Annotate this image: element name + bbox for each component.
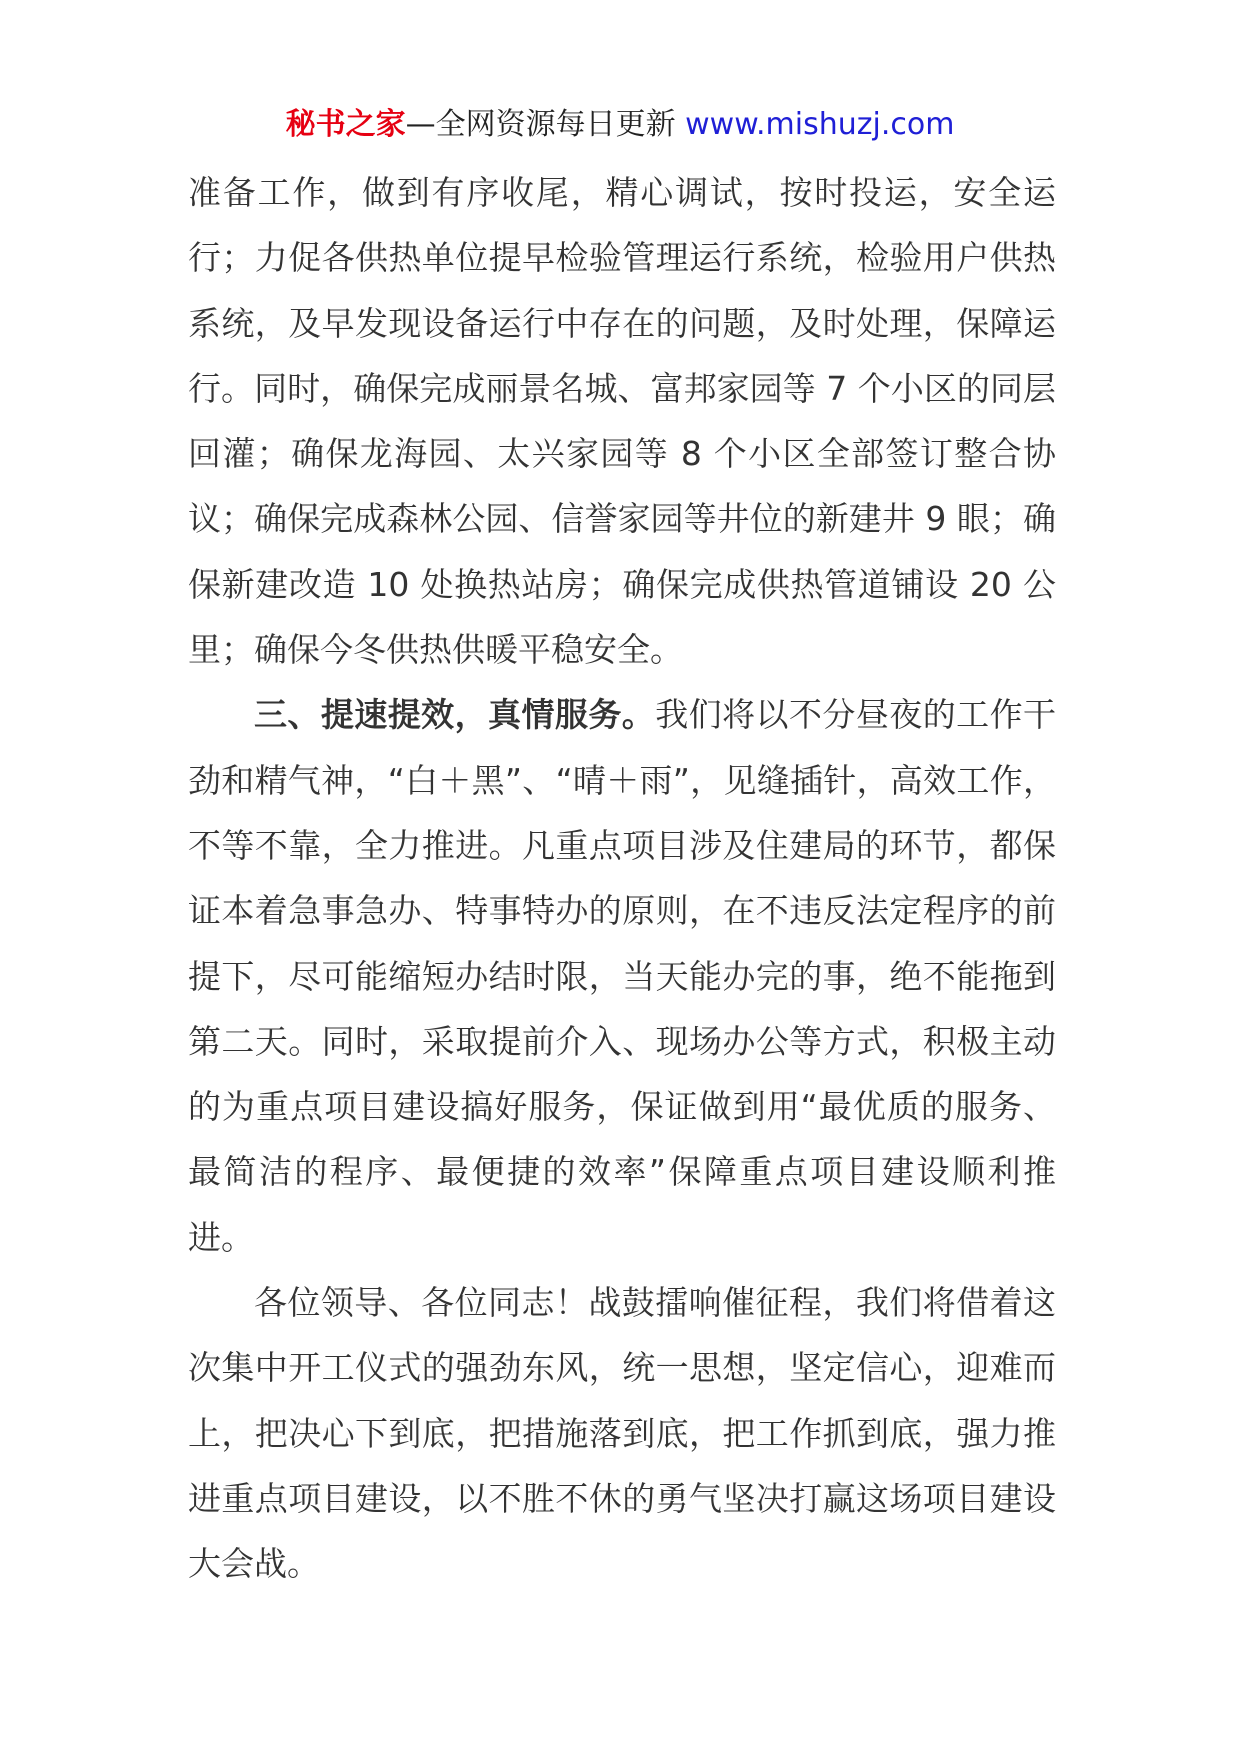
paragraph-text: 我们将以不分昼夜的工作干劲和精气神，“白＋黑”、“晴＋雨”，见缝插针，高效工作，不等不靠，全力推进。凡重点项目涉及住建局的环节，都保证本着急事急办、特事特办的原则，在不违反法定程序的前提下，尽可能缩短办结时限，当天能办完的事，绝不能拖到第二天。同时，采取提前介入、现场办公等方式，积极主动的为重点项目建设搞好服务，保证做到用“最优质的服务、最简洁的程序、最便捷的效率”保障重点项目建设顺利推进。 bbox=[188, 695, 1057, 1257]
paragraph-text: 准备工作，做到有序收尾，精心调试，按时投运，安全运行；力促各供热单位提早检验管理运行系统，检验用户供热系统，及早发现设备运行中存在的问题，及时处理，保障运行。同时，确保完成丽景名城、富邦家园等 7 个小区的同层回灌；确保龙海园、太兴家园等 8 个小区全部签订整合协议；确保完成森林公园、信誉家园等井位的新建井 9 眼；确保新建改造 10 处换热站房；确保完成供热管道铺设 20 公里；确保今冬供热供暖平稳安全。 bbox=[188, 173, 1056, 670]
paragraph-text: 各位领导、各位同志！战鼓擂响催征程，我们将借着这次集中开工仪式的强劲东风，统一思想，坚定信心，迎难而上，把决心下到底，把措施落到底，把工作抓到底，强力推进重点项目建设，以不胜不休的勇气坚决打赢这场项目建设大会战。 bbox=[188, 1283, 1056, 1584]
paragraph-closing bbox=[188, 1270, 1056, 1596]
section-heading: 三、提速提效，真情服务。 bbox=[254, 695, 656, 735]
site-header bbox=[0, 100, 1240, 150]
paragraph-continuation bbox=[188, 160, 1056, 682]
document-body bbox=[188, 160, 1056, 1597]
site-slogan: —全网资源每日更新 bbox=[405, 107, 676, 142]
paragraph-section-three bbox=[188, 682, 1056, 1270]
site-url-link[interactable]: www.mishuzj.com bbox=[685, 107, 955, 142]
site-brand: 秘书之家 bbox=[285, 107, 406, 142]
